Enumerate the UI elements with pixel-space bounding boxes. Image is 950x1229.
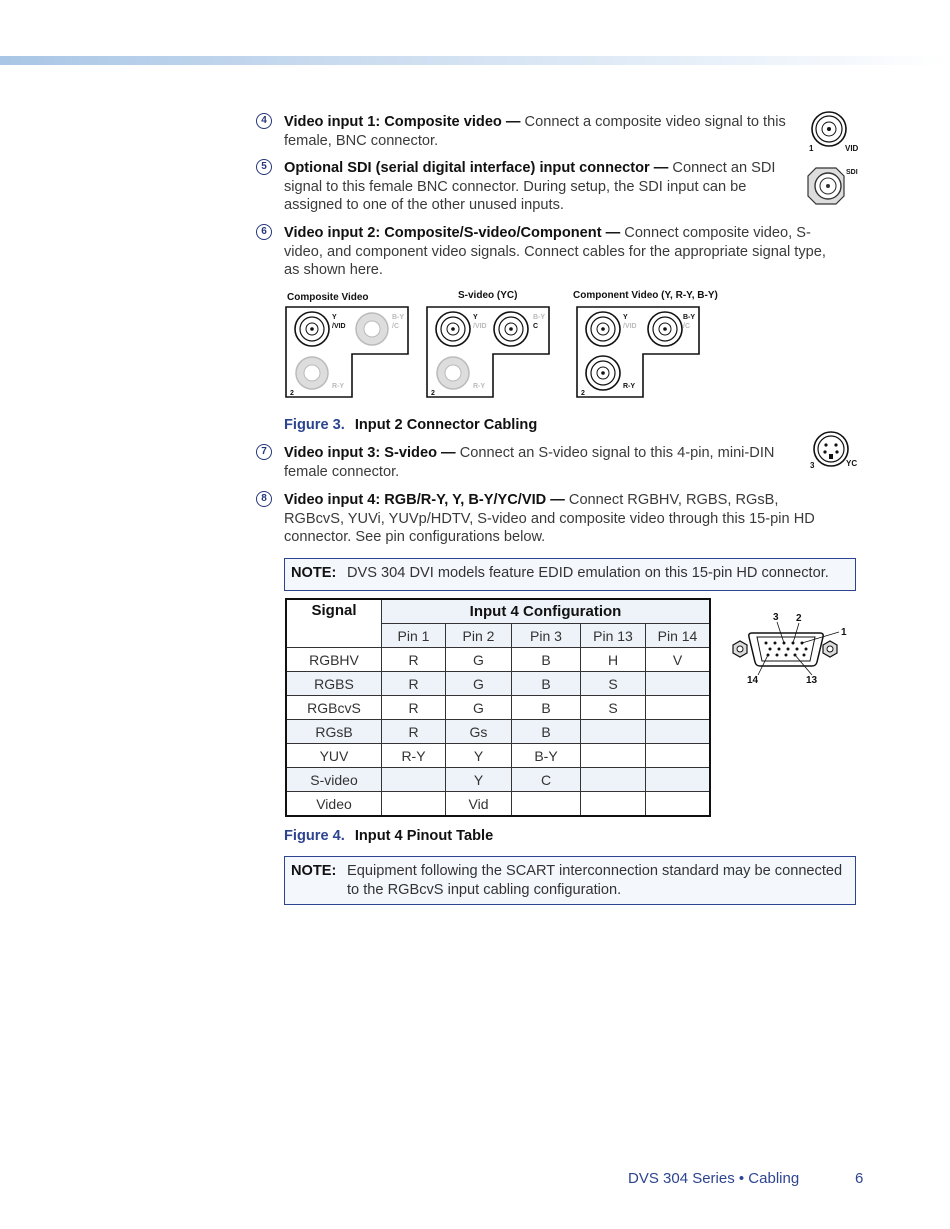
table-cell	[581, 768, 646, 792]
item-text: Connect an S-video signal to this 4-pin, mini-DIN female connector.	[284, 445, 775, 480]
table-cell: G	[446, 648, 512, 672]
item-heading: Video input 4: RGB/R-Y, Y, B-Y/YC/VID —	[284, 492, 565, 508]
header-gradient-bar	[0, 56, 950, 65]
panel-component-video	[573, 290, 718, 397]
footer-title: DVS 304 Series • Cabling	[628, 1170, 800, 1187]
table-cell	[581, 792, 646, 817]
pin-label-1: 1	[841, 627, 847, 638]
table-cell: R	[382, 672, 446, 696]
table-row	[286, 768, 710, 792]
figure-number: Figure 3.	[284, 417, 345, 433]
yc-label: YC	[846, 459, 858, 468]
label-c: C	[533, 323, 539, 330]
item-number-badge: 5	[256, 159, 272, 175]
label-by: B-Y	[533, 314, 546, 321]
table-cell: B	[512, 720, 581, 744]
label-ry: R-Y	[332, 383, 345, 390]
item-number-badge: 8	[256, 491, 272, 507]
table-cell: G	[446, 696, 512, 720]
panel-number: 2	[581, 390, 585, 397]
table-cell: RGsB	[286, 720, 382, 744]
table-row	[286, 672, 710, 696]
table-cell: RGBcvS	[286, 696, 382, 720]
table-cell	[512, 792, 581, 817]
table-cell	[581, 720, 646, 744]
table-header-pin: Pin 3	[512, 624, 581, 648]
table-cell: Vid	[446, 792, 512, 817]
table-cell	[646, 672, 711, 696]
table-cell: G	[446, 672, 512, 696]
item-text: Connect RGBHV, RGBS, RGsB, RGBcvS, YUVi, YUVp/HDTV, S-video and composite video through this 15-pin HD connector. See pin configurations below.	[284, 492, 815, 546]
mini-din-connector-icon	[806, 430, 862, 472]
table-row	[286, 720, 710, 744]
item-heading: Optional SDI (serial digital interface) input connector —	[284, 160, 669, 176]
note-label: NOTE:	[291, 863, 337, 879]
table-header-pin: Pin 2	[446, 624, 512, 648]
label-ry: R-Y	[473, 383, 486, 390]
note-label: NOTE:	[291, 565, 337, 581]
table-header-pin: Pin 1	[382, 624, 446, 648]
table-cell: S-video	[286, 768, 382, 792]
table-cell: C	[512, 768, 581, 792]
table-row	[286, 792, 710, 817]
note-text: DVS 304 DVI models feature EDID emulation on this 15-pin HD connector.	[347, 565, 829, 581]
pin-label-13: 13	[806, 675, 818, 686]
table-row	[286, 696, 710, 720]
yc-number: 3	[810, 461, 815, 470]
note-box-edid	[284, 558, 856, 591]
item-text: Connect an SDI signal to this female BNC connector. During setup, the SDI input can be assigned to one of the other unused inputs.	[284, 160, 776, 214]
list-item-sdi-input	[256, 159, 791, 215]
sdi-label: SDI	[846, 169, 858, 176]
table-cell: B	[512, 672, 581, 696]
table-header-pin: Pin 14	[646, 624, 711, 648]
figure-title: Input 2 Connector Cabling	[354, 417, 538, 433]
table-cell	[646, 768, 711, 792]
table-cell: R	[382, 648, 446, 672]
table-cell: YUV	[286, 744, 382, 768]
hd15-connector-icon	[726, 606, 856, 688]
bnc-connector-vid-icon	[806, 110, 862, 154]
table-cell: Gs	[446, 720, 512, 744]
table-cell	[646, 720, 711, 744]
page-number: 6	[855, 1170, 864, 1187]
table-row	[286, 648, 710, 672]
table-cell: RGBHV	[286, 648, 382, 672]
figure-number: Figure 4.	[284, 828, 345, 844]
panel-number: 2	[431, 390, 435, 397]
label-by: B-Y	[392, 314, 405, 321]
table-cell: V	[646, 648, 711, 672]
label-by: B-Y	[683, 314, 696, 321]
list-item-video-input-4	[256, 491, 826, 547]
table-row	[286, 744, 710, 768]
table-cell: S	[581, 672, 646, 696]
pin-label-2: 2	[796, 613, 802, 624]
label-vid: /VID	[623, 323, 637, 330]
table-cell: B	[512, 648, 581, 672]
table-cell: R	[382, 720, 446, 744]
panel-title: S-video (YC)	[458, 290, 518, 301]
figure-title: Input 4 Pinout Table	[354, 828, 494, 844]
label-vid: /VID	[332, 323, 346, 330]
input-4-pinout-table	[285, 598, 711, 817]
table-cell: Y	[446, 768, 512, 792]
panel-title: Composite Video	[287, 292, 369, 303]
label-y: Y	[623, 314, 628, 321]
item-heading: Video input 3: S-video —	[284, 445, 456, 461]
vid-label: VID	[845, 144, 859, 153]
label-ry: R-Y	[623, 383, 636, 390]
table-cell: RGBS	[286, 672, 382, 696]
figure-4-caption	[284, 828, 493, 844]
table-header-signal: Signal	[286, 599, 382, 648]
table-cell: H	[581, 648, 646, 672]
item-number-badge: 6	[256, 224, 272, 240]
item-number-badge: 7	[256, 444, 272, 460]
label-y: Y	[332, 314, 337, 321]
list-item-video-input-1	[256, 113, 826, 150]
note-text: Equipment following the SCART interconnection standard may be connected to the RGBcvS input cabling configuration.	[347, 863, 843, 898]
list-item-video-input-2	[256, 224, 826, 280]
item-number-badge: 4	[256, 113, 272, 129]
table-cell: R-Y	[382, 744, 446, 768]
figure-3-connector-diagram	[282, 286, 742, 400]
list-item-video-input-3	[256, 444, 796, 481]
table-cell: B-Y	[512, 744, 581, 768]
table-header-pin: Pin 13	[581, 624, 646, 648]
pin-label-14: 14	[747, 675, 759, 686]
label-c: /C	[392, 323, 399, 330]
label-vid: /VID	[473, 323, 487, 330]
label-y: Y	[473, 314, 478, 321]
bnc-connector-sdi-icon	[806, 162, 862, 208]
table-cell	[646, 792, 711, 817]
item-text: Connect composite video, S-video, and component video signals. Connect cables for the appropriate signal type, as shown here.	[284, 225, 826, 279]
label-c: /C	[683, 323, 690, 330]
table-cell: Y	[446, 744, 512, 768]
note-box-scart	[284, 856, 856, 905]
panel-title: Component Video (Y, R-Y, B-Y)	[573, 290, 718, 301]
item-text: Connect a composite video signal to this female, BNC connector.	[284, 114, 786, 149]
item-heading: Video input 2: Composite/S-video/Component —	[284, 225, 621, 241]
table-cell	[646, 696, 711, 720]
panel-number: 2	[290, 390, 294, 397]
table-cell: Video	[286, 792, 382, 817]
item-heading: Video input 1: Composite video —	[284, 114, 521, 130]
table-cell: S	[581, 696, 646, 720]
table-header-config: Input 4 Configuration	[382, 599, 711, 624]
panel-s-video	[427, 290, 549, 397]
table-cell: B	[512, 696, 581, 720]
table-cell	[382, 768, 446, 792]
table-cell: R	[382, 696, 446, 720]
vid-number: 1	[809, 144, 814, 153]
figure-3-caption	[284, 417, 537, 433]
panel-composite-video	[286, 292, 408, 397]
table-cell	[382, 792, 446, 817]
table-cell	[646, 744, 711, 768]
pin-label-3: 3	[773, 612, 779, 623]
table-cell	[581, 744, 646, 768]
